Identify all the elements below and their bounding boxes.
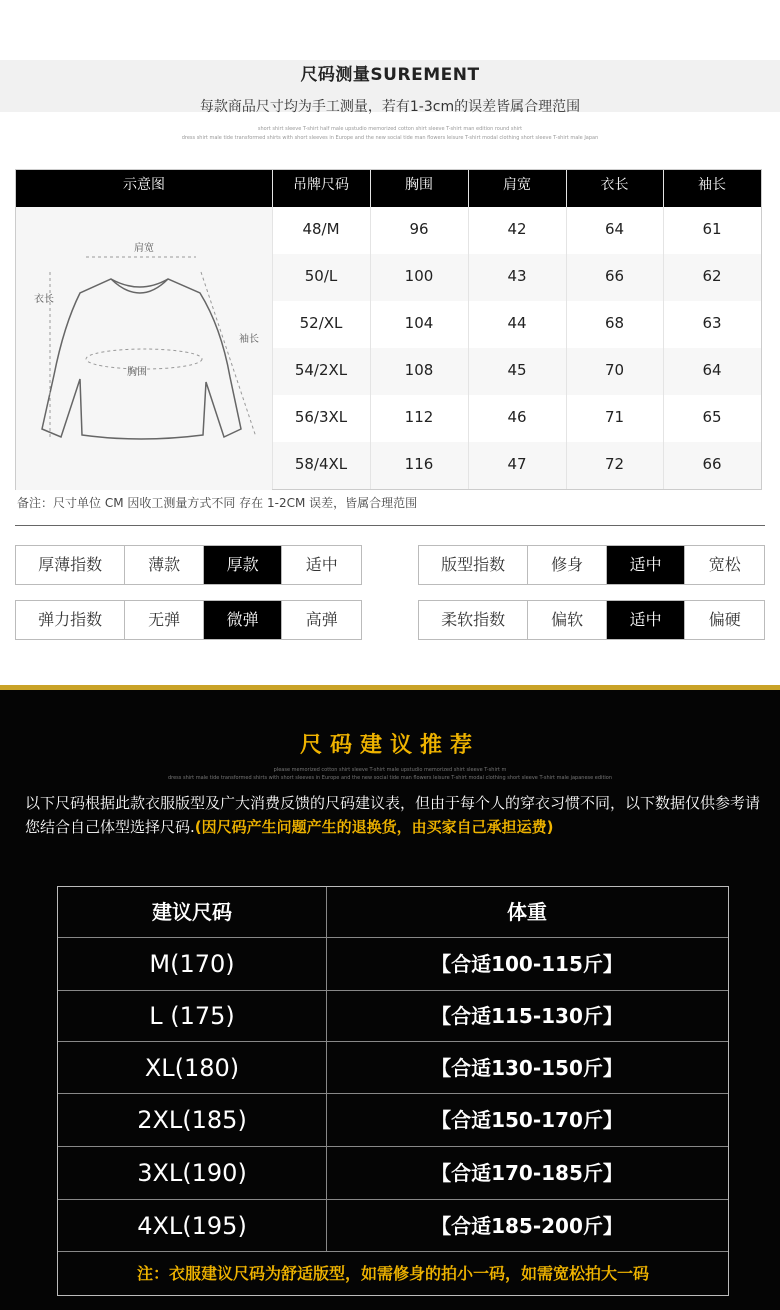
elasticity-option-none: 无弹	[125, 601, 204, 639]
fit-option-loose: 宽松	[708, 555, 741, 574]
suggested-size-cell: L (175)	[149, 1002, 235, 1030]
length-cell: 72	[604, 455, 625, 473]
length-cell: 70	[604, 361, 625, 379]
recommend-row	[58, 937, 728, 991]
recommend-table	[57, 886, 729, 1296]
tag-size-cell: 54/2XL	[294, 361, 348, 379]
thickness-option-thin: 薄款	[125, 546, 204, 584]
chest-cell: 112	[404, 408, 434, 426]
elasticity-index	[15, 600, 362, 640]
header-diagram: 示意图	[123, 177, 165, 193]
tag-size-cell: 50/L	[304, 267, 338, 285]
recommend-title: 尺码建议推荐	[299, 733, 480, 758]
chest-cell: 108	[404, 361, 434, 379]
size-row	[272, 207, 761, 254]
fit-index	[418, 545, 765, 585]
diagram-label-shoulder: 肩宽	[134, 243, 154, 254]
garment-diagram	[16, 207, 272, 490]
header-tag-size: 吊牌尺码	[293, 177, 349, 193]
suggested-size-cell: 2XL(185)	[137, 1106, 247, 1134]
recommend-row	[58, 1093, 728, 1147]
fine-print-line: short shirt sleeve T-shirt half male upstudio memorized cotton shirt sleeve T-shirt man edition round shirt	[257, 126, 523, 132]
thickness-option-thick: 厚款	[204, 546, 283, 584]
softness-index	[418, 600, 765, 640]
sleeve-cell: 64	[702, 361, 722, 379]
chest-cell: 104	[404, 314, 434, 332]
weight-range-cell: 【合适185-200斤】	[431, 1214, 623, 1238]
fine-print-line: dress shirt male tide transformed shirts with short sleeves in Europe and the new social tide man flowers leisure T-shirt modal clothing short sleeve T-shirt male Japan	[181, 135, 599, 141]
diagram-label-chest: 胸围	[127, 367, 147, 378]
thickness-index-label: 厚薄指数	[16, 546, 125, 584]
weight-range-cell: 【合适100-115斤】	[431, 952, 623, 976]
column-divider	[663, 170, 664, 489]
column-divider	[566, 170, 567, 489]
length-cell: 64	[604, 220, 625, 238]
elasticity-option-high: 高弹	[305, 610, 338, 629]
gold-divider	[0, 685, 780, 690]
tag-size-cell: 52/XL	[299, 314, 343, 332]
length-cell: 71	[604, 408, 625, 426]
shoulder-cell: 42	[507, 220, 527, 238]
recommend-note: 注：衣服建议尺码为舒适版型，如需修身的拍小一码，如需宽松拍大一码	[58, 1251, 728, 1296]
softness-option-medium: 适中	[607, 601, 686, 639]
thickness-index	[15, 545, 362, 585]
recommend-description	[25, 791, 765, 839]
weight-range-cell: 【合适170-185斤】	[431, 1161, 623, 1185]
tag-size-cell: 58/4XL	[294, 455, 348, 473]
tag-size-cell: 48/M	[302, 220, 340, 238]
column-divider	[272, 170, 273, 489]
return-policy-highlight: (因尺码产生问题产生的退换货，由买家自己承担运费)	[194, 818, 554, 836]
fit-option-regular: 适中	[607, 546, 686, 584]
tshirt-outline-illustration	[16, 207, 272, 490]
length-cell: 66	[604, 267, 625, 285]
size-row	[272, 442, 761, 489]
recommend-table-header	[58, 887, 728, 937]
size-row	[272, 254, 761, 301]
recommend-row	[58, 1041, 728, 1094]
sleeve-cell: 62	[702, 267, 722, 285]
chest-cell: 116	[404, 455, 434, 473]
measure-subtitle: 每款商品尺寸均为手工测量，若有1-3cm的误差皆属合理范围	[199, 99, 581, 115]
recommend-row	[58, 990, 728, 1042]
shoulder-cell: 43	[507, 267, 527, 285]
weight-range-cell: 【合适130-150斤】	[431, 1056, 623, 1080]
chest-cell: 100	[404, 267, 434, 285]
header-sleeve: 袖长	[698, 177, 726, 193]
diagram-label-length: 衣长	[34, 294, 54, 305]
suggested-size-cell: 4XL(195)	[137, 1212, 247, 1240]
sleeve-cell: 66	[702, 455, 722, 473]
weight-range-cell: 【合适115-130斤】	[431, 1004, 623, 1028]
fit-option-slim: 修身	[528, 546, 607, 584]
measurement-note: 备注：尺寸单位 CM 因收工测量方式不同 存在 1-2CM 误差，皆属合理范围	[17, 496, 418, 510]
sleeve-cell: 63	[702, 314, 722, 332]
divider	[15, 525, 765, 526]
size-row	[272, 395, 761, 442]
recommend-row	[58, 1146, 728, 1200]
softness-option-soft: 偏软	[528, 601, 607, 639]
elasticity-option-slight: 微弹	[204, 601, 283, 639]
size-chart-table	[15, 169, 762, 490]
size-chart-header	[16, 170, 761, 207]
fine-print-line: dress shirt male tide transformed shirts with short sleeves in Europe and the new social tide man flowers leisure T-shirt modal clothing short sleeve T-shirt male japanese edition	[167, 775, 613, 781]
fine-print-line: please memorized cotton shirt sleeve T-shirt male upstudio memorized shirt sleeve T-shirt m	[273, 767, 507, 773]
column-divider	[370, 170, 371, 489]
column-divider	[468, 170, 469, 489]
softness-option-hard: 偏硬	[708, 610, 741, 629]
fit-index-label: 版型指数	[419, 546, 528, 584]
suggested-size-cell: 3XL(190)	[137, 1159, 247, 1187]
elasticity-index-label: 弹力指数	[16, 601, 125, 639]
header-suggested-size: 建议尺码	[152, 900, 232, 924]
suggested-size-cell: XL(180)	[144, 1054, 240, 1082]
measure-title: 尺码测量SUREMENT	[300, 65, 480, 85]
softness-index-label: 柔软指数	[419, 601, 528, 639]
header-shoulder: 肩宽	[503, 177, 531, 193]
header-length: 衣长	[600, 177, 629, 193]
sleeve-cell: 65	[702, 408, 722, 426]
tag-size-cell: 56/3XL	[294, 408, 348, 426]
size-row	[272, 348, 761, 395]
diagram-label-sleeve: 袖长	[239, 334, 259, 345]
suggested-size-cell: M(170)	[149, 950, 235, 978]
description-text: 以下尺码根据此款衣服版型及广大消费反馈的尺码建议表，但由于每个人的穿衣习惯不同，以下数据仅供参考请您结合自己体型选择尺码.	[25, 794, 761, 836]
shoulder-cell: 46	[507, 408, 527, 426]
shoulder-cell: 47	[507, 455, 527, 473]
header-weight: 体重	[507, 900, 547, 924]
size-row	[272, 301, 761, 348]
weight-range-cell: 【合适150-170斤】	[431, 1108, 623, 1132]
shoulder-cell: 45	[507, 361, 527, 379]
shoulder-cell: 44	[507, 314, 527, 332]
chest-cell: 96	[409, 220, 429, 238]
sleeve-cell: 61	[702, 220, 722, 238]
header-chest: 胸围	[405, 177, 433, 193]
thickness-option-medium: 适中	[305, 555, 338, 574]
length-cell: 68	[604, 314, 625, 332]
recommend-row	[58, 1199, 728, 1252]
